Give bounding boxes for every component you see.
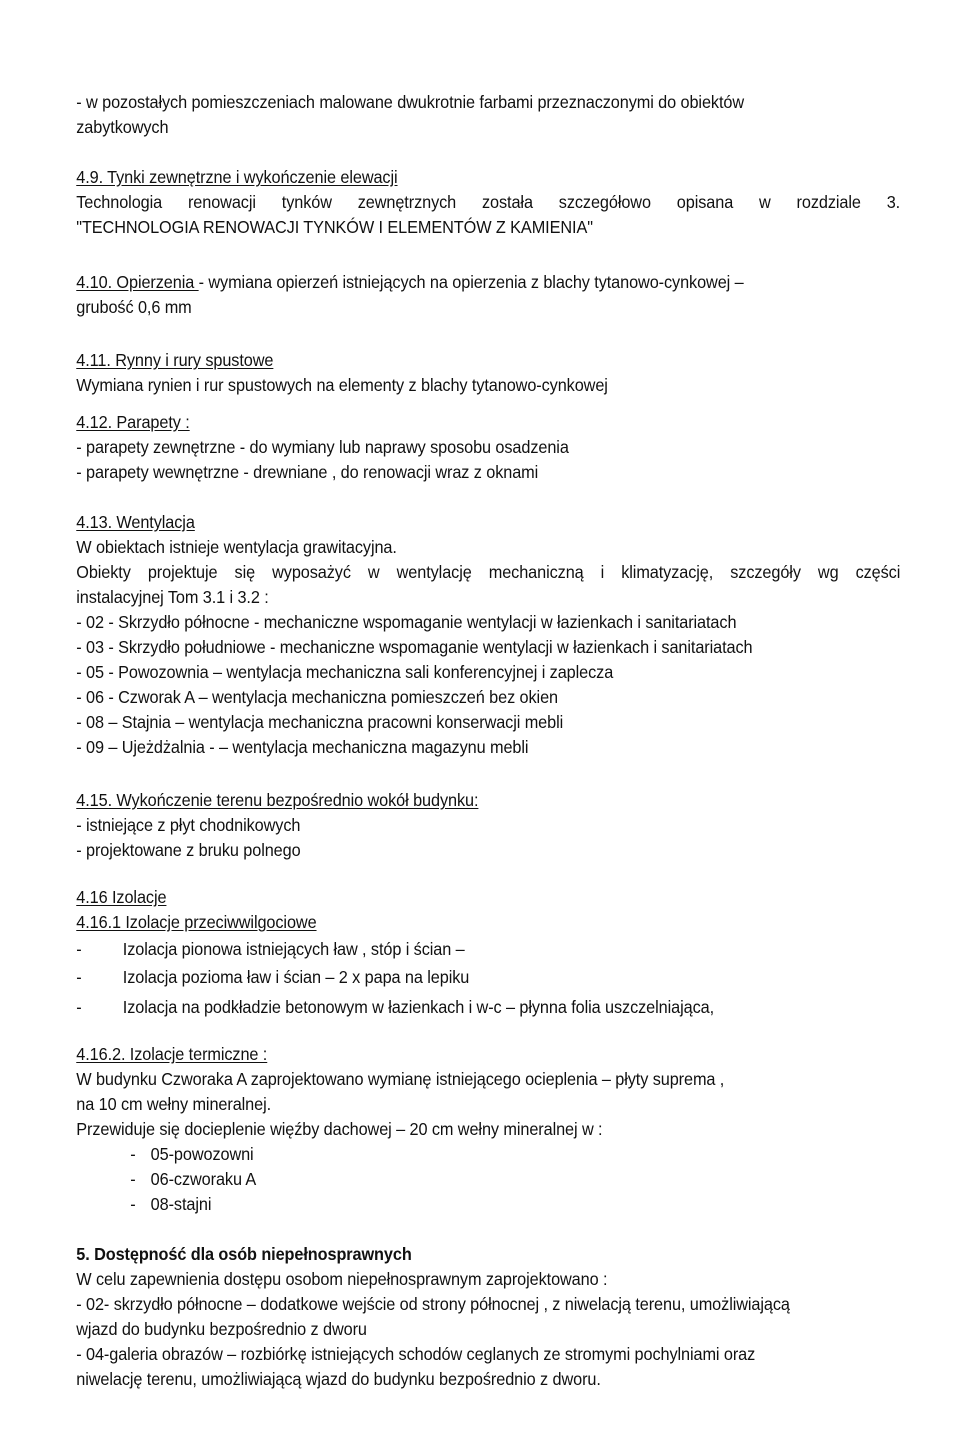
dash-list-item	[130, 1167, 932, 1192]
list-item: - 03 - Skrzydło południowe - mechaniczne wspomaganie wentylacji w łazienkach i sanitariatach	[76, 637, 753, 657]
list-item-text: 06-czworaku A	[150, 1169, 257, 1189]
section-heading: 4.10. Opierzenia	[76, 272, 199, 292]
section-4-9	[76, 165, 932, 240]
word: w	[367, 562, 380, 582]
intro-paragraph	[76, 90, 932, 140]
dash-list	[76, 1142, 932, 1217]
section-4-15	[76, 788, 932, 863]
list-item-text: Izolacja pozioma ław i ścian – 2 x papa na lepiku	[122, 967, 470, 987]
section-text: "TECHNOLOGIA RENOWACJI TYNKÓW I ELEMENTÓW Z KAMIENIA"	[76, 217, 593, 237]
dash-marker: -	[76, 967, 82, 987]
word: rozdziale	[796, 192, 861, 212]
list-item: - 09 – Ujeżdżalnia - – wentylacja mechaniczna magazynu mebli	[76, 737, 529, 757]
dash-marker: -	[130, 1144, 136, 1164]
word: i	[600, 562, 605, 582]
word: została	[481, 192, 533, 212]
section-text: instalacyjnej Tom 3.1 i 3.2 :	[76, 587, 269, 607]
word: wg	[817, 562, 839, 582]
section-4-13	[76, 510, 932, 760]
list-item: - 02 - Skrzydło północne - mechaniczne wspomaganie wentylacji w łazienkach i sanitariatach	[76, 612, 737, 632]
section-heading: 4.12. Parapety :	[76, 412, 190, 432]
section-text: W budynku Czworaka A zaprojektowano wymianę istniejącego ocieplenia – płyty suprema ,	[76, 1069, 725, 1089]
intro-line: - w pozostałych pomieszczeniach malowane dwukrotnie farbami przeznaczonymi do obiektów	[76, 92, 744, 112]
dash-marker: -	[130, 1169, 136, 1189]
dash-list	[76, 937, 932, 1023]
word: szczegóły	[730, 562, 801, 582]
word: zewnętrznych	[357, 192, 457, 212]
section-text: na 10 cm wełny mineralnej.	[76, 1094, 272, 1114]
word: opisana	[676, 192, 734, 212]
justified-line	[76, 560, 900, 585]
section-text: grubość 0,6 mm	[76, 297, 192, 317]
subsection-heading: 4.16.1 Izolacje przeciwwilgociowe	[76, 912, 317, 932]
list-item: - projektowane z bruku polnego	[76, 840, 301, 860]
section-line	[76, 270, 932, 295]
list-item-text: 05-powozowni	[150, 1144, 254, 1164]
section-heading: 4.9. Tynki zewnętrzne i wykończenie elewacji	[76, 167, 398, 187]
section-4-16	[76, 885, 932, 1023]
list-item: - 06 - Czworak A – wentylacja mechaniczna pomieszczeń bez okien	[76, 687, 558, 707]
word: szczegółowo	[558, 192, 651, 212]
section-text: - 04-galeria obrazów – rozbiórkę istniejących schodów ceglanych ze stromymi pochylniami oraz	[76, 1344, 756, 1364]
section-heading: 5. Dostępność dla osób niepełnosprawnych	[76, 1244, 412, 1264]
section-text: - 02- skrzydło północne – dodatkowe wejście od strony północnej , z niwelacją terenu, umożliwiającą	[76, 1294, 790, 1314]
list-item: - 05 - Powozownia – wentylacja mechaniczna sali konferencyjnej i zaplecza	[76, 662, 614, 682]
section-heading: 4.13. Wentylacja	[76, 512, 195, 532]
section-text: W celu zapewnienia dostępu osobom niepełnosprawnym zaprojektowano :	[76, 1269, 608, 1289]
word: się	[234, 562, 256, 582]
dash-marker: -	[76, 939, 82, 959]
section-4-12	[76, 410, 932, 485]
word: projektuje	[147, 562, 218, 582]
word: części	[855, 562, 901, 582]
section-4-10	[76, 270, 932, 320]
dash-list-item	[76, 995, 932, 1023]
dash-list-item	[76, 965, 932, 995]
dash-list-item	[76, 937, 932, 965]
intro-line: zabytkowych	[76, 117, 169, 137]
word: wyposażyć	[272, 562, 351, 582]
list-item: - 08 – Stajnia – wentylacja mechaniczna pracowni konserwacji mebli	[76, 712, 564, 732]
section-text: wjazd do budynku bezpośrednio z dworu	[76, 1319, 367, 1339]
dash-list-item	[130, 1142, 932, 1167]
list-item-text: Izolacja na podkładzie betonowym w łazienkach i w-c – płynna folia uszczelniająca,	[122, 997, 715, 1017]
list-item-text: 08-stajni	[150, 1194, 212, 1214]
dash-marker: -	[130, 1194, 136, 1214]
list-item: - parapety zewnętrzne - do wymiany lub naprawy sposobu osadzenia	[76, 437, 569, 457]
section-text: W obiektach istnieje wentylacja grawitacyjna.	[76, 537, 397, 557]
section-heading: 4.11. Rynny i rury spustowe	[76, 350, 274, 370]
section-text: Wymiana rynien i rur spustowych na elementy z blachy tytanowo-cynkowej	[76, 375, 608, 395]
section-heading: 4.15. Wykończenie terenu bezpośrednio wokół budynku:	[76, 790, 479, 810]
section-5	[76, 1242, 932, 1392]
word: Technologia	[76, 192, 163, 212]
list-item: - istniejące z płyt chodnikowych	[76, 815, 301, 835]
section-4-11	[76, 348, 932, 398]
justified-line	[76, 190, 900, 215]
list	[76, 610, 932, 760]
list	[76, 813, 932, 863]
subsection-heading: 4.16.2. Izolacje termiczne :	[76, 1044, 268, 1064]
list-item-text: Izolacja pionowa istniejących ław , stóp i ścian –	[122, 939, 465, 959]
section-text: Przewiduje się docieplenie więźby dachowej – 20 cm wełny mineralnej w :	[76, 1119, 603, 1139]
word: w	[759, 192, 771, 212]
word: tynków	[281, 192, 332, 212]
dash-marker: -	[76, 997, 82, 1017]
list	[76, 435, 932, 485]
word: renowacji	[187, 192, 256, 212]
word: wentylację	[396, 562, 472, 582]
section-text: niwelację terenu, umożliwiającą wjazd do budynku bezpośrednio z dworu.	[76, 1369, 601, 1389]
word: klimatyzację,	[621, 562, 714, 582]
section-text: - wymiana opierzeń istniejących na opierzenia z blachy tytanowo-cynkowej –	[198, 272, 744, 292]
list-item: - parapety wewnętrzne - drewniane , do renowacji wraz z oknami	[76, 462, 539, 482]
section-heading: 4.16 Izolacje	[76, 887, 167, 907]
dash-list-item	[130, 1192, 932, 1217]
word: 3.	[886, 192, 901, 212]
word: Obiekty	[76, 562, 131, 582]
word: mechaniczną	[488, 562, 584, 582]
subsection-4-16-2	[76, 1042, 932, 1217]
